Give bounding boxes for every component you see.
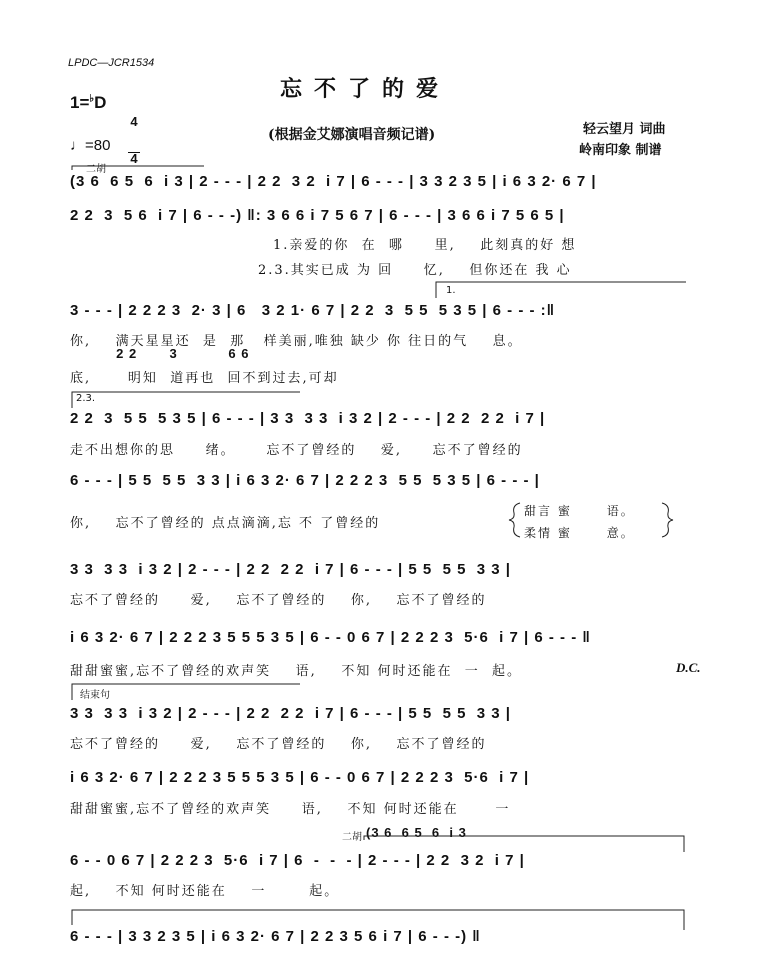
volta-bracket-ending [72, 684, 300, 700]
key-note: D [94, 93, 107, 112]
notation-line: i 6 3 2· 6 7 | 2 2 2 3 5 5 5 3 5 | 6 - - 0 6 7 | 2 2 2 3 5·6 i 7 | 6 - - - ‖ [70, 629, 591, 646]
volta-bracket-first [436, 282, 686, 298]
key-prefix: 1= [70, 93, 90, 112]
lyric-line: 2.3.其实已成 为 回 忆, 但你还在 我 心 [258, 263, 572, 278]
final-bracket [72, 910, 684, 930]
notation-line: 3 3 3 3 i 3 2 | 2 - - - | 2 2 2 2 i 7 | 6 - - - | 5 5 5 5 3 3 | [70, 561, 511, 578]
lyric-line: 起, 不知 何时还能在 一 起。 [70, 884, 340, 899]
lyric-line: 你, 忘不了曾经的 点点滴滴,忘 不 了曾经的 [70, 516, 381, 531]
notation-line: 6 - - 0 6 7 | 2 2 2 3 5·6 i 7 | 6 - - - | 2 - - - | 2 2 3 2 i 7 | [70, 852, 525, 869]
instrument-mark-erhu: 二胡 [342, 832, 362, 843]
lyric-brace-left [509, 503, 520, 537]
volta-label-ending: 结束句 [80, 690, 110, 701]
notation-line: i 6 3 2· 6 7 | 2 2 2 3 5 5 5 3 5 | 6 - - 0 6 7 | 2 2 2 3 5·6 i 7 | [70, 769, 530, 786]
instrument-mark-erhu: 二胡 [86, 164, 106, 175]
lyric-line: 忘不了曾经的 爱, 忘不了曾经的 你, 忘不了曾经的 [70, 593, 487, 608]
song-title: 忘不了的爱 [280, 76, 451, 102]
credit-arranger: 岭南印象 制谱 [579, 143, 662, 158]
subtitle: (根据金艾娜演唱音频记谱) [268, 127, 436, 143]
notation-line: 3 - - - | 2 2 2 3 2· 3 | 6 3 2 1· 6 7 | 2 2 3 5 5 5 3 5 | 6 - - - :‖ [70, 302, 556, 319]
volta-label-first: 1. [446, 285, 456, 296]
da-capo-mark: D.C. [676, 660, 701, 675]
flat-sign: ♭ [89, 93, 95, 105]
volta-label-second-third: 2.3. [76, 393, 96, 404]
lyric-line: 忘不了曾经的 爱, 忘不了曾经的 你, 忘不了曾经的 [70, 737, 487, 752]
alt-notation-line: 2 2 3 6 6 [70, 346, 250, 361]
score-code: LPDC—JCR1534 [68, 57, 155, 69]
lyric-brace-right [662, 503, 673, 537]
volta-bracket-second-third [72, 392, 300, 408]
quarter-note-icon: ♩ [70, 137, 85, 154]
instrument-bracket [72, 166, 204, 170]
notation-line: 6 - - - | 5 5 5 5 3 3 | i 6 3 2· 6 7 | 2 2 2 3 5 5 5 3 5 | 6 - - - | [70, 472, 540, 489]
bracket-lyric-line: 柔情 蜜 意。 [524, 526, 635, 540]
notation-line: 2 2 3 5 6 i 7 | 6 - - -) ‖: 3 6 6 i 7 5 6 7 | 6 - - - | 3 6 6 i 7 5 6 5 | [70, 207, 565, 224]
lyric-line: 你, 满天星星还 是 那 样美丽,唯独 缺少 你 往日的气 息。 [70, 334, 523, 349]
notation-line: 6 - - - | 3 3 2 3 5 | i 6 3 2· 6 7 | 2 2 3 5 6 i 7 | 6 - - -) ‖ [70, 928, 481, 945]
time-signature-top: 4 [130, 114, 138, 129]
bracket-lyric-line: 甜言 蜜 语。 [524, 504, 635, 518]
instrument-bracket [364, 836, 684, 852]
notation-line: 3 3 3 3 i 3 2 | 2 - - - | 2 2 2 2 i 7 | 6 - - - | 5 5 5 5 3 3 | [70, 705, 511, 722]
notation-line: 2 2 3 5 5 5 3 5 | 6 - - - | 3 3 3 3 i 3 2 | 2 - - - | 2 2 2 2 i 7 | [70, 410, 546, 427]
notation-line: (3 6 6 5 6 i 3 | 2 - - - | 2 2 3 2 i 7 | 6 - - - | 3 3 2 3 5 | i 6 3 2· 6 7 | [70, 173, 597, 190]
intro-notation: (3 6 6 5 6 i 3 [366, 825, 467, 840]
lyric-line: 走不出想你的思 绪。 忘不了曾经的 爱, 忘不了曾经的 [70, 443, 523, 458]
tempo-value: =80 [85, 137, 111, 154]
credit-lyricist-composer: 轻云望月 词曲 [583, 122, 666, 137]
time-signature-bottom: 4 [128, 152, 140, 165]
lyric-line: 甜甜蜜蜜,忘不了曾经的欢声笑 语, 不知 何时还能在 一 [70, 802, 511, 817]
lyric-line: 甜甜蜜蜜,忘不了曾经的欢声笑 语, 不知 何时还能在 一 起。 [70, 664, 522, 679]
lyric-line: 底, 明知 道再也 回不到过去,可却 [70, 371, 339, 386]
lyric-line: 1.亲爱的你 在 哪 里, 此刻真的好 想 [273, 238, 577, 253]
